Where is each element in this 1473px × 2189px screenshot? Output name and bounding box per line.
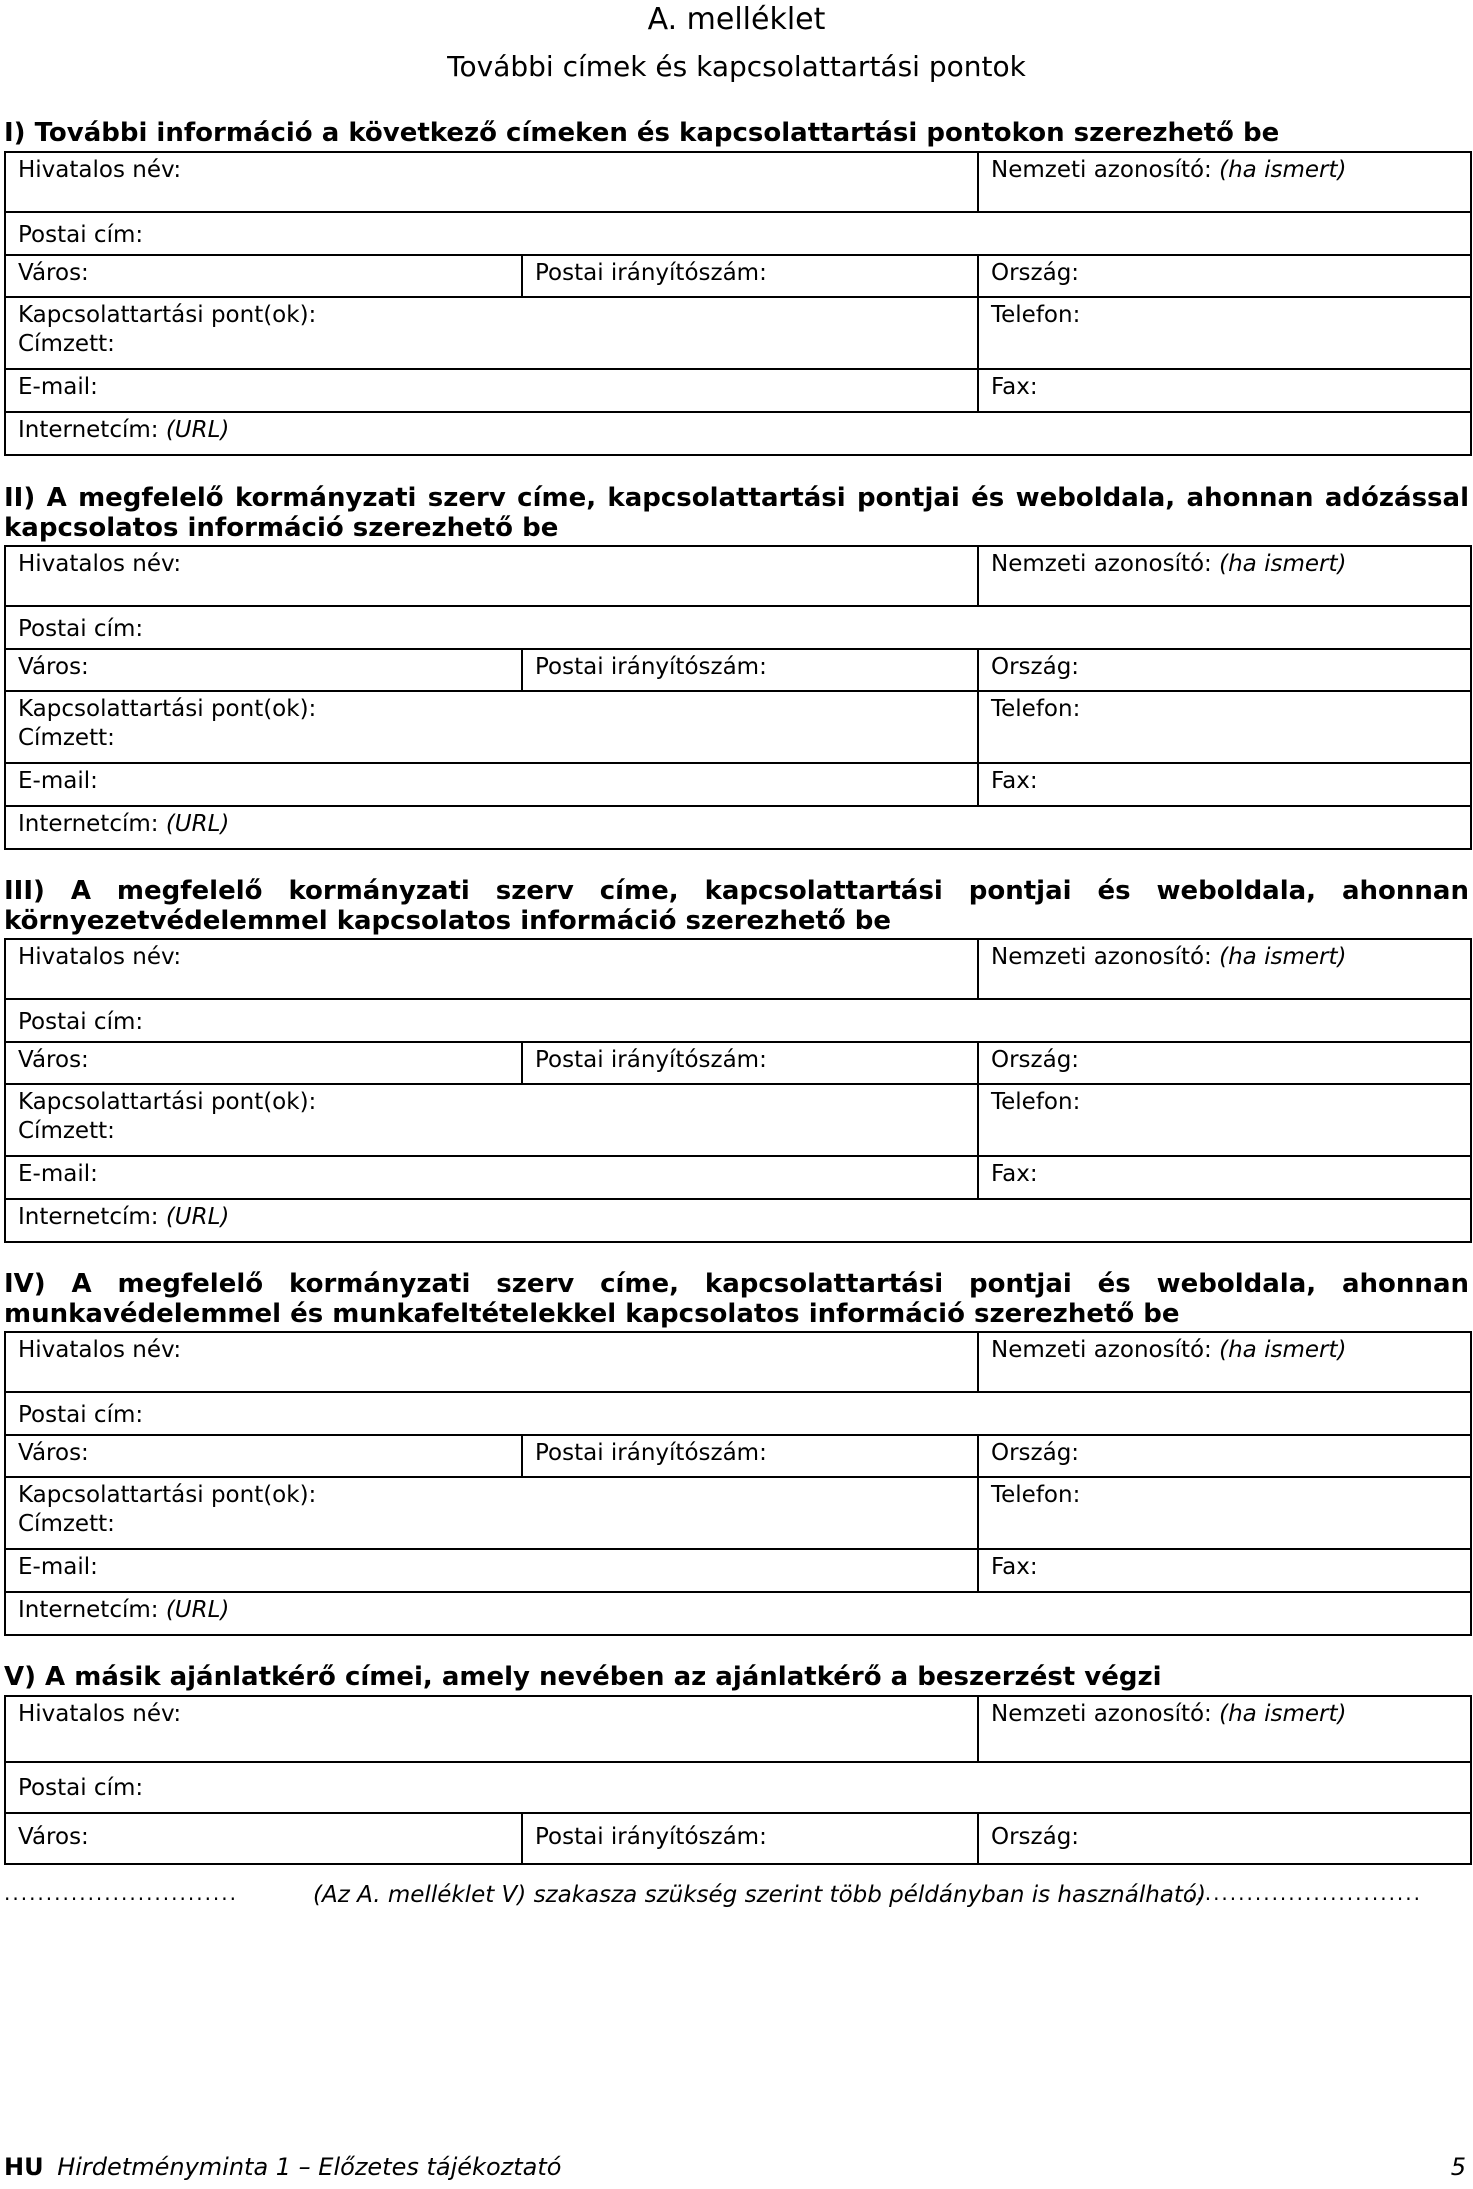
email-field[interactable] (5, 1156, 978, 1199)
city-field[interactable] (5, 1813, 522, 1864)
phone-label: Telefon: (991, 696, 1081, 722)
contact-points-field[interactable] (5, 691, 978, 763)
contact-points-label: Kapcsolattartási pont(ok): (18, 1089, 317, 1115)
country-field[interactable] (978, 1042, 1471, 1084)
postal-address-label: Postai cím: (18, 222, 144, 248)
city-label: Város: (18, 1824, 89, 1850)
internet-label: Internetcím: (18, 1204, 159, 1230)
postal-address-label: Postai cím: (18, 616, 144, 642)
email-label: E-mail: (18, 768, 98, 794)
official-name-label: Hivatalos név: (18, 944, 182, 970)
email-field[interactable] (5, 763, 978, 806)
national-id-label: Nemzeti azonosító: (991, 1701, 1212, 1727)
section-5-heading: V) A másik ajánlatkérő címei, amely nevében az ajánlatkérő a beszerzést végzi (4, 1662, 1162, 1692)
publication-name: Hirdetményminta 1 – Előzetes tájékoztató (57, 2153, 562, 2181)
national-id-field[interactable] (978, 1332, 1471, 1392)
page-footer (4, 2153, 1466, 2181)
city-field[interactable] (5, 1042, 522, 1084)
city-label: Város: (18, 654, 89, 680)
if-known-label: (ha ismert) (1219, 157, 1347, 183)
fax-field[interactable] (978, 369, 1471, 412)
postal-code-field[interactable] (522, 1042, 978, 1084)
postal-address-field[interactable] (5, 606, 1471, 649)
fax-label: Fax: (991, 1161, 1038, 1187)
national-id-field[interactable] (978, 1696, 1471, 1762)
if-known-label: (ha ismert) (1219, 944, 1347, 970)
attention-label: Címzett: (18, 1118, 115, 1144)
url-label: (URL) (165, 417, 230, 443)
country-field[interactable] (978, 1813, 1471, 1864)
phone-label: Telefon: (991, 1482, 1081, 1508)
city-label: Város: (18, 260, 89, 286)
country-field[interactable] (978, 649, 1471, 691)
internet-address-field[interactable] (5, 412, 1471, 455)
attention-label: Címzett: (18, 331, 115, 357)
contact-points-field[interactable] (5, 1477, 978, 1549)
internet-address-field[interactable] (5, 1199, 1471, 1242)
attention-label: Címzett: (18, 1511, 115, 1537)
section-4-heading: IV) A megfelelő kormányzati szerv címe, kapcsolattartási pontjai és weboldala, ahonnan munkavédelemmel és munkafeltételekkel kapcsolatos információ szerezhető be (4, 1269, 1469, 1329)
fax-label: Fax: (991, 374, 1038, 400)
national-id-label: Nemzeti azonosító: (991, 1337, 1212, 1363)
country-label: Ország: (991, 1440, 1080, 1466)
phone-field[interactable] (978, 297, 1471, 369)
official-name-field[interactable] (5, 152, 978, 212)
postal-address-field[interactable] (5, 999, 1471, 1042)
postal-code-label: Postai irányítószám: (535, 1047, 767, 1073)
postal-code-label: Postai irányítószám: (535, 1824, 767, 1850)
section-1-heading: I) További információ a következő címeken és kapcsolattartási pontokon szerezhető be (4, 118, 1280, 148)
postal-code-field[interactable] (522, 649, 978, 691)
internet-address-field[interactable] (5, 806, 1471, 849)
email-field[interactable] (5, 369, 978, 412)
phone-field[interactable] (978, 1477, 1471, 1549)
official-name-field[interactable] (5, 1332, 978, 1392)
annex-title: A. melléklet (647, 2, 826, 37)
national-id-field[interactable] (978, 152, 1471, 212)
annex-subtitle: További címek és kapcsolattartási pontok (447, 50, 1026, 83)
email-label: E-mail: (18, 374, 98, 400)
postal-code-label: Postai irányítószám: (535, 260, 767, 286)
country-label: Ország: (991, 1824, 1080, 1850)
city-label: Város: (18, 1440, 89, 1466)
postal-code-label: Postai irányítószám: (535, 1440, 767, 1466)
city-field[interactable] (5, 1435, 522, 1477)
postal-address-field[interactable] (5, 1392, 1471, 1435)
email-label: E-mail: (18, 1161, 98, 1187)
section-4-form (4, 1331, 1472, 1636)
internet-label: Internetcím: (18, 811, 159, 837)
contact-points-field[interactable] (5, 1084, 978, 1156)
postal-address-label: Postai cím: (18, 1402, 144, 1428)
national-id-field[interactable] (978, 546, 1471, 606)
fax-label: Fax: (991, 1554, 1038, 1580)
url-label: (URL) (165, 811, 230, 837)
contact-points-field[interactable] (5, 297, 978, 369)
national-id-label: Nemzeti azonosító: (991, 157, 1212, 183)
fax-field[interactable] (978, 1549, 1471, 1592)
official-name-label: Hivatalos név: (18, 1337, 182, 1363)
if-known-label: (ha ismert) (1219, 551, 1347, 577)
repeat-note-text: (Az A. melléklet V) szakasza szükség szerint több példányban is használható) (313, 1882, 1206, 1908)
postal-code-field[interactable] (522, 1813, 978, 1864)
email-label: E-mail: (18, 1554, 98, 1580)
country-field[interactable] (978, 1435, 1471, 1477)
page-number: 5 (1450, 2153, 1466, 2181)
postal-address-label: Postai cím: (18, 1775, 144, 1801)
section-5-form (4, 1695, 1472, 1865)
section-1-form (4, 151, 1472, 456)
postal-address-field[interactable] (5, 1762, 1471, 1813)
national-id-label: Nemzeti azonosító: (991, 944, 1212, 970)
contact-points-label: Kapcsolattartási pont(ok): (18, 1482, 317, 1508)
section-2-form (4, 545, 1472, 850)
country-label: Ország: (991, 654, 1080, 680)
section-3-heading: III) A megfelelő kormányzati szerv címe, kapcsolattartási pontjai és weboldala, ahonnan környezetvédelemmel kapcsolatos információ szerezhető be (4, 876, 1469, 936)
fax-field[interactable] (978, 763, 1471, 806)
language-code: HU (4, 2153, 44, 2181)
official-name-label: Hivatalos név: (18, 551, 182, 577)
official-name-label: Hivatalos név: (18, 1701, 182, 1727)
country-field[interactable] (978, 255, 1471, 297)
phone-label: Telefon: (991, 302, 1081, 328)
attention-label: Címzett: (18, 725, 115, 751)
fax-field[interactable] (978, 1156, 1471, 1199)
if-known-label: (ha ismert) (1219, 1337, 1347, 1363)
internet-label: Internetcím: (18, 417, 159, 443)
internet-address-field[interactable] (5, 1592, 1471, 1635)
internet-label: Internetcím: (18, 1597, 159, 1623)
fax-label: Fax: (991, 768, 1038, 794)
official-name-label: Hivatalos név: (18, 157, 182, 183)
url-label: (URL) (165, 1597, 230, 1623)
postal-address-field[interactable] (5, 212, 1471, 255)
national-id-field[interactable] (978, 939, 1471, 999)
contact-points-label: Kapcsolattartási pont(ok): (18, 302, 317, 328)
official-name-field[interactable] (5, 1696, 978, 1762)
official-name-field[interactable] (5, 939, 978, 999)
postal-code-label: Postai irányítószám: (535, 654, 767, 680)
postal-code-field[interactable] (522, 1435, 978, 1477)
dot-leader-right: ............................ (1188, 1881, 1423, 1905)
contact-points-label: Kapcsolattartási pont(ok): (18, 696, 317, 722)
phone-field[interactable] (978, 1084, 1471, 1156)
dot-leader-left: ............................ (4, 1881, 239, 1905)
if-known-label: (ha ismert) (1219, 1701, 1347, 1727)
url-label: (URL) (165, 1204, 230, 1230)
city-field[interactable] (5, 649, 522, 691)
official-name-field[interactable] (5, 546, 978, 606)
country-label: Ország: (991, 1047, 1080, 1073)
national-id-label: Nemzeti azonosító: (991, 551, 1212, 577)
city-field[interactable] (5, 255, 522, 297)
email-field[interactable] (5, 1549, 978, 1592)
section-2-heading: II) A megfelelő kormányzati szerv címe, kapcsolattartási pontjai és weboldala, ahonnan adózással kapcsolatos információ szerezhető be (4, 483, 1469, 543)
postal-code-field[interactable] (522, 255, 978, 297)
section-3-form (4, 938, 1472, 1243)
phone-label: Telefon: (991, 1089, 1081, 1115)
country-label: Ország: (991, 260, 1080, 286)
phone-field[interactable] (978, 691, 1471, 763)
postal-address-label: Postai cím: (18, 1009, 144, 1035)
city-label: Város: (18, 1047, 89, 1073)
